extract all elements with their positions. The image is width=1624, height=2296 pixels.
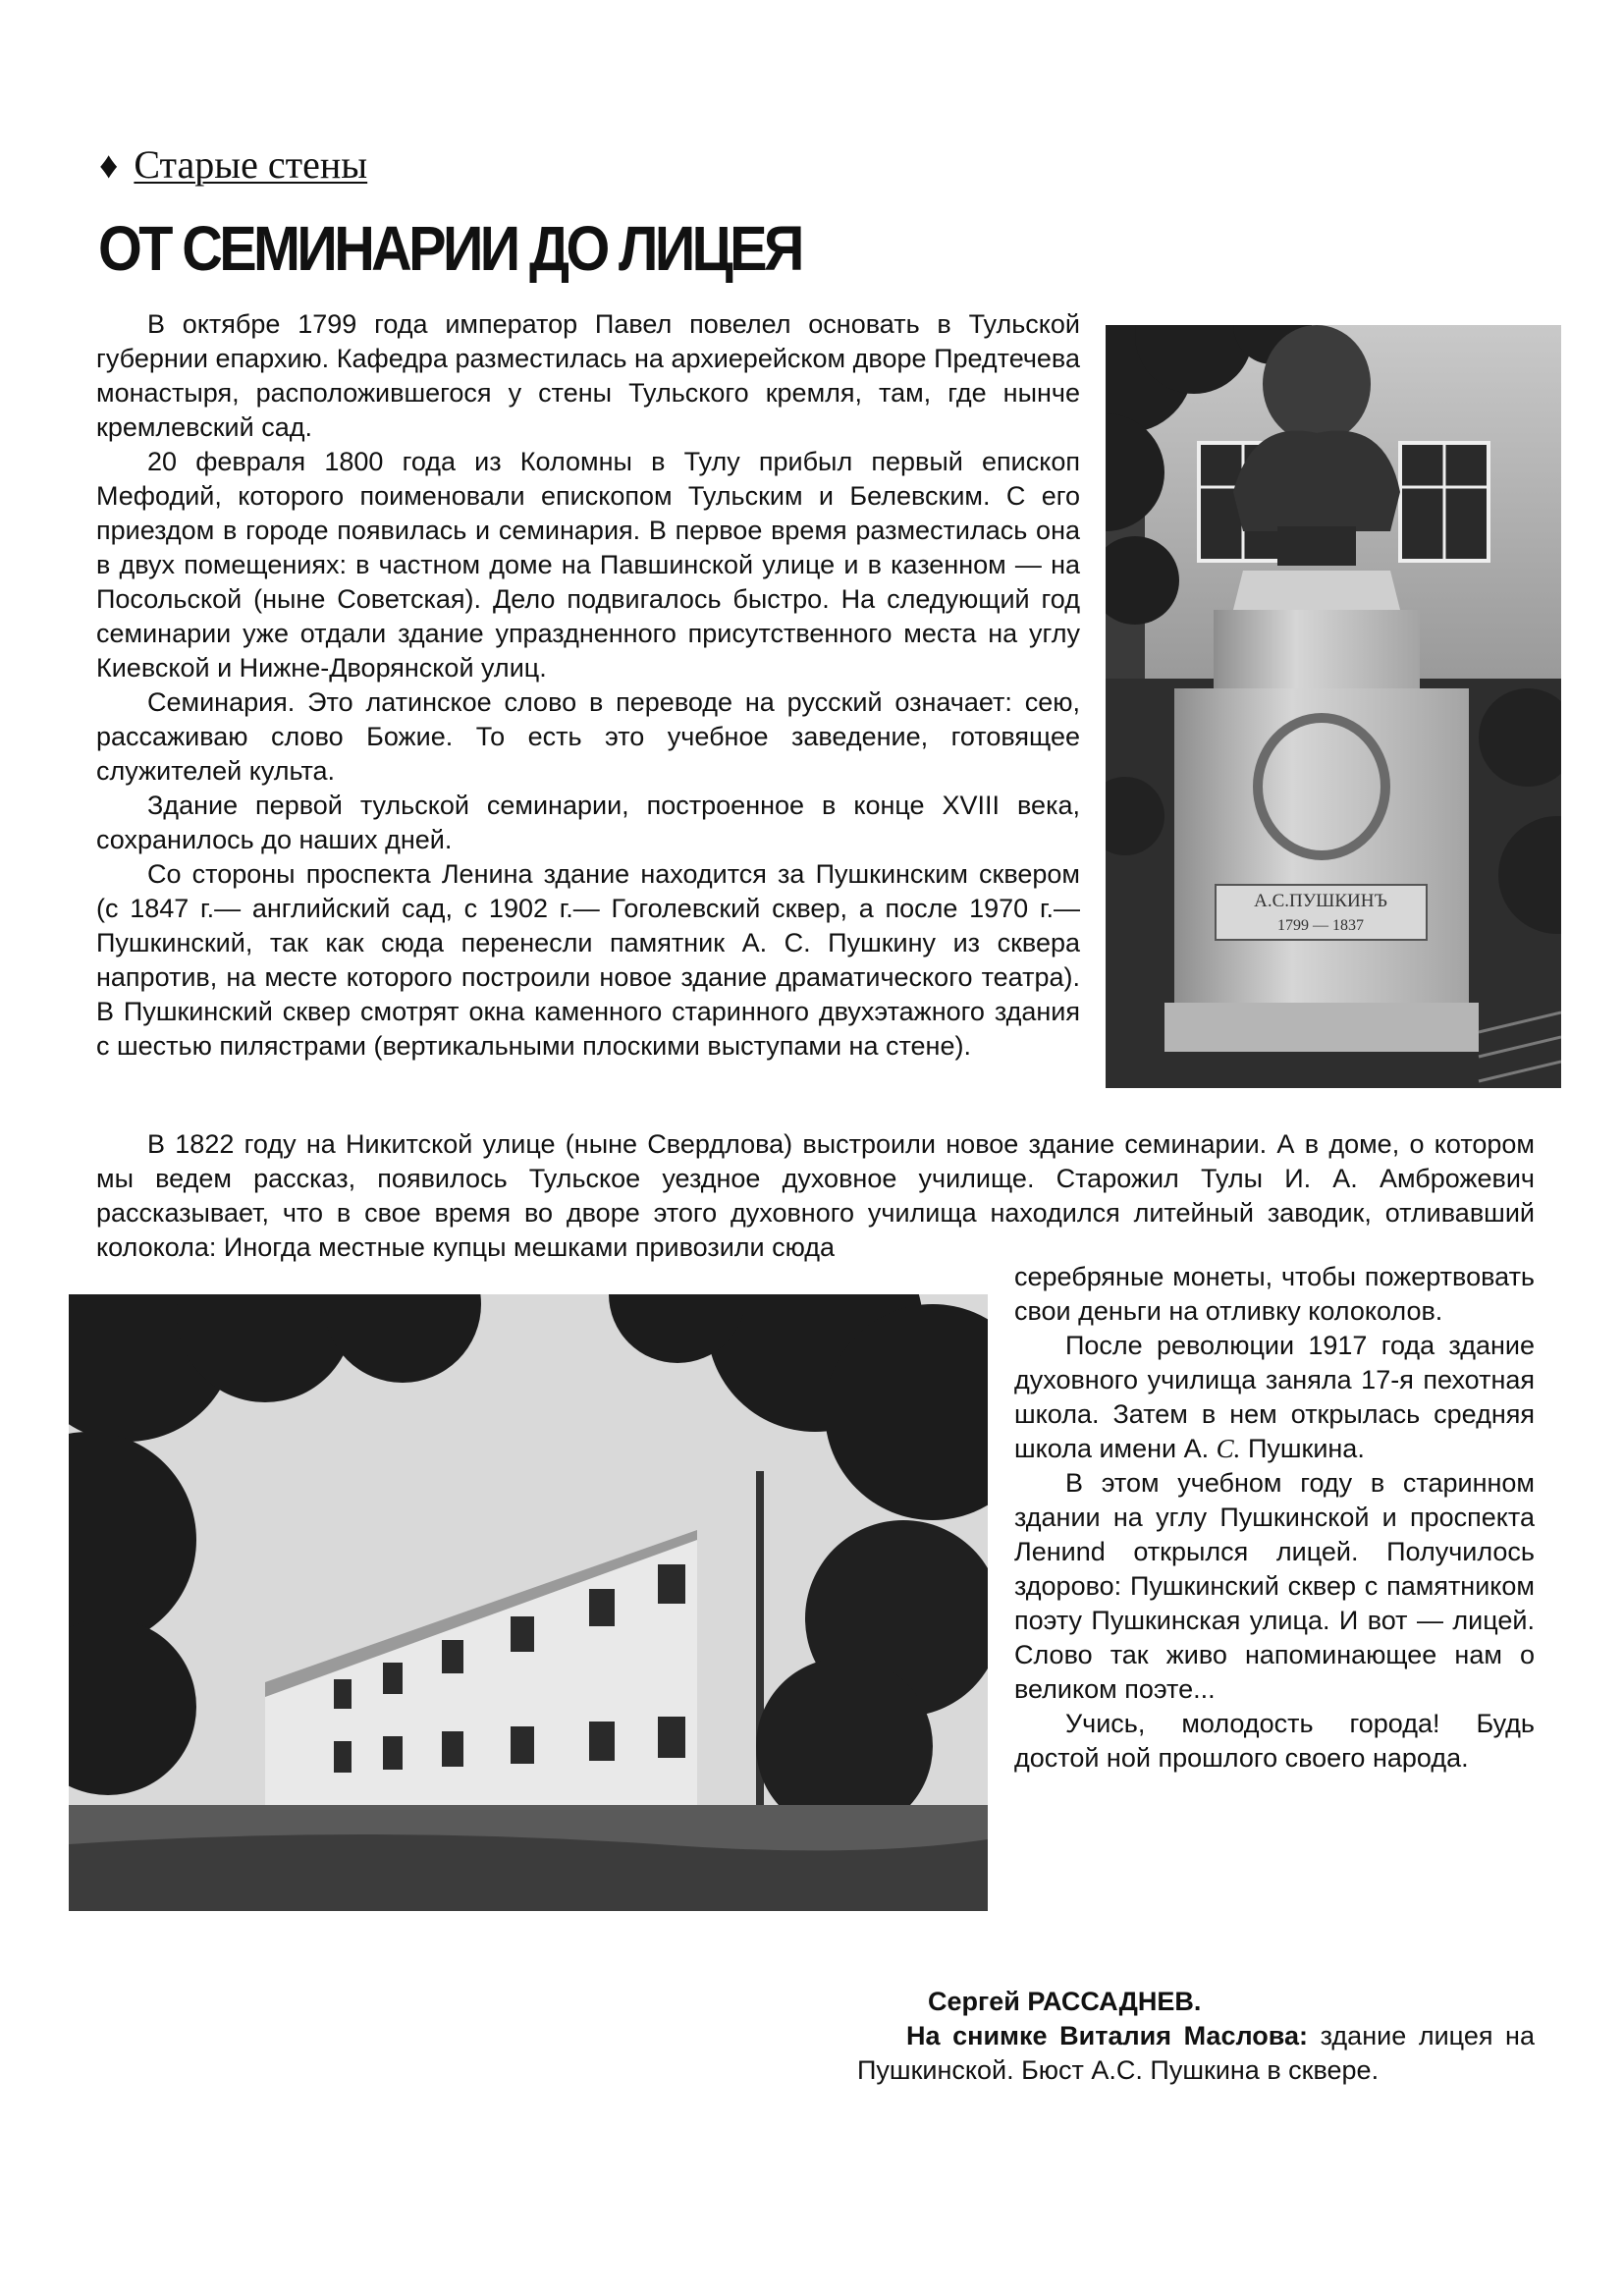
rubric-label: Старые стены bbox=[134, 142, 368, 187]
building-photo-graphic bbox=[69, 1294, 988, 1911]
paragraph-7-end: Пушкина. bbox=[1247, 1434, 1365, 1463]
caption-text: здание лицея на Пушкинской. Бюст А.С. Пушкина в сквере. bbox=[857, 2021, 1535, 2085]
paragraph-9: Учись, молодость города! Будь достой ной прошлого своего народа. bbox=[1014, 1709, 1535, 1773]
bust-inscription: А.С.ПУШКИНЪ bbox=[1254, 891, 1387, 911]
paragraph-2: 20 февраля 1800 года из Коломны в Тулу прибыл первый епископ Мефодий, которого поименовали епископом Тульским и Белевским. С его приездом в городе появилась и семинария. В первое время разместилась она в двух помещениях: в частном доме на Павшинской улице и в казенном — на Посольской (ныне Советская). Дело подвигалось быстро. На следующий год семинарии уже отдали здание упраздненного присутственного места на углу Киевской и Нижне-Дворянской улиц. bbox=[96, 447, 1080, 683]
article-headline: ОТ СЕМИНАРИИ ДО ЛИЦЕЯ bbox=[98, 213, 801, 284]
bust-years: 1799 — 1837 bbox=[1277, 917, 1364, 934]
paragraph-6: В 1822 году на Никитской улице (ныне Свердлова) выстроили новое здание семинарии. А в доме, о котором мы ведем рассказ, появилось Тульское уездное духовное училище. Старожил Тулы И. А. Амброжевич рассказывает, что в свое время во дворе этого духовного училища находился литейный заводик, отливавший колокола: Иногда местные купцы мешками привозили сюда bbox=[96, 1129, 1535, 1262]
paragraph-5: Со стороны проспекта Ленина здание находится за Пушкинским сквером (с 1847 г.— английский сад, с 1902 г.— Гоголевский сквер, а после 1970 г.— Пушкинский, так как сюда перенесли памятник А. С. Пушкину из сквера напротив, на месте которого построили новое здание драматического театра). В Пушкинский сквер смотрят окна каменного старинного двухэтажного здания с шестью пилястрами (вертикальными плоскими выступами на стене). bbox=[96, 859, 1080, 1061]
article-right-column bbox=[1014, 1260, 1535, 1776]
article-top-column bbox=[96, 307, 1080, 1064]
photo-caption bbox=[857, 2019, 1535, 2088]
photo-lyceum-building bbox=[69, 1294, 988, 1911]
paragraph-7-text: После революции 1917 года здание духовного училища заняла 17-я пехотная школа. Затем в нем открылась средняя школа имени А. bbox=[1014, 1331, 1535, 1463]
author-byline: Сергей РАССАДНЕВ. bbox=[928, 1987, 1202, 2016]
paragraph-1: В октябре 1799 года император Павел повелел основать в Тульской губернии епархию. Кафедра разместилась на архиерейском дворе Предтечева монастыря, расположившегося у стены Тульского кремля, там, где нынче кремлевский сад. bbox=[96, 309, 1080, 442]
caption-lead: На снимке Виталия Маслова: bbox=[906, 2021, 1309, 2050]
diamond-icon: ♦ bbox=[99, 145, 119, 187]
paragraph-4: Здание первой тульской семинарии, построенное в конце XVIII века, сохранилось до наших дней. bbox=[96, 791, 1080, 854]
bust-photo-graphic bbox=[1106, 325, 1561, 1088]
paragraph-3: Семинария. Это латинское слово в переводе на русский означает: сею, рассаживаю слово Божие. То есть это учебное заведение, готовящее служителей культа. bbox=[96, 687, 1080, 786]
photo-pushkin-bust bbox=[1106, 325, 1561, 1088]
paragraph-7-initial: С. bbox=[1216, 1434, 1241, 1463]
article-full-width bbox=[96, 1127, 1535, 1265]
paragraph-7 bbox=[1014, 1329, 1535, 1466]
paragraph-6-continuation: серебряные монеты, чтобы пожертвовать свои деньги на отливку колоколов. bbox=[1014, 1262, 1535, 1326]
paragraph-8: В этом учебном году в старинном здании на углу Пушкинской и проспекта Лениnd открылся лицей. Получилось здорово: Пушкинский сквер с памятником поэту Пушкинская улица. И вот — лицей. Слово так живо напоминающее нам о великом поэте... bbox=[1014, 1468, 1535, 1704]
section-rubric bbox=[99, 141, 367, 190]
